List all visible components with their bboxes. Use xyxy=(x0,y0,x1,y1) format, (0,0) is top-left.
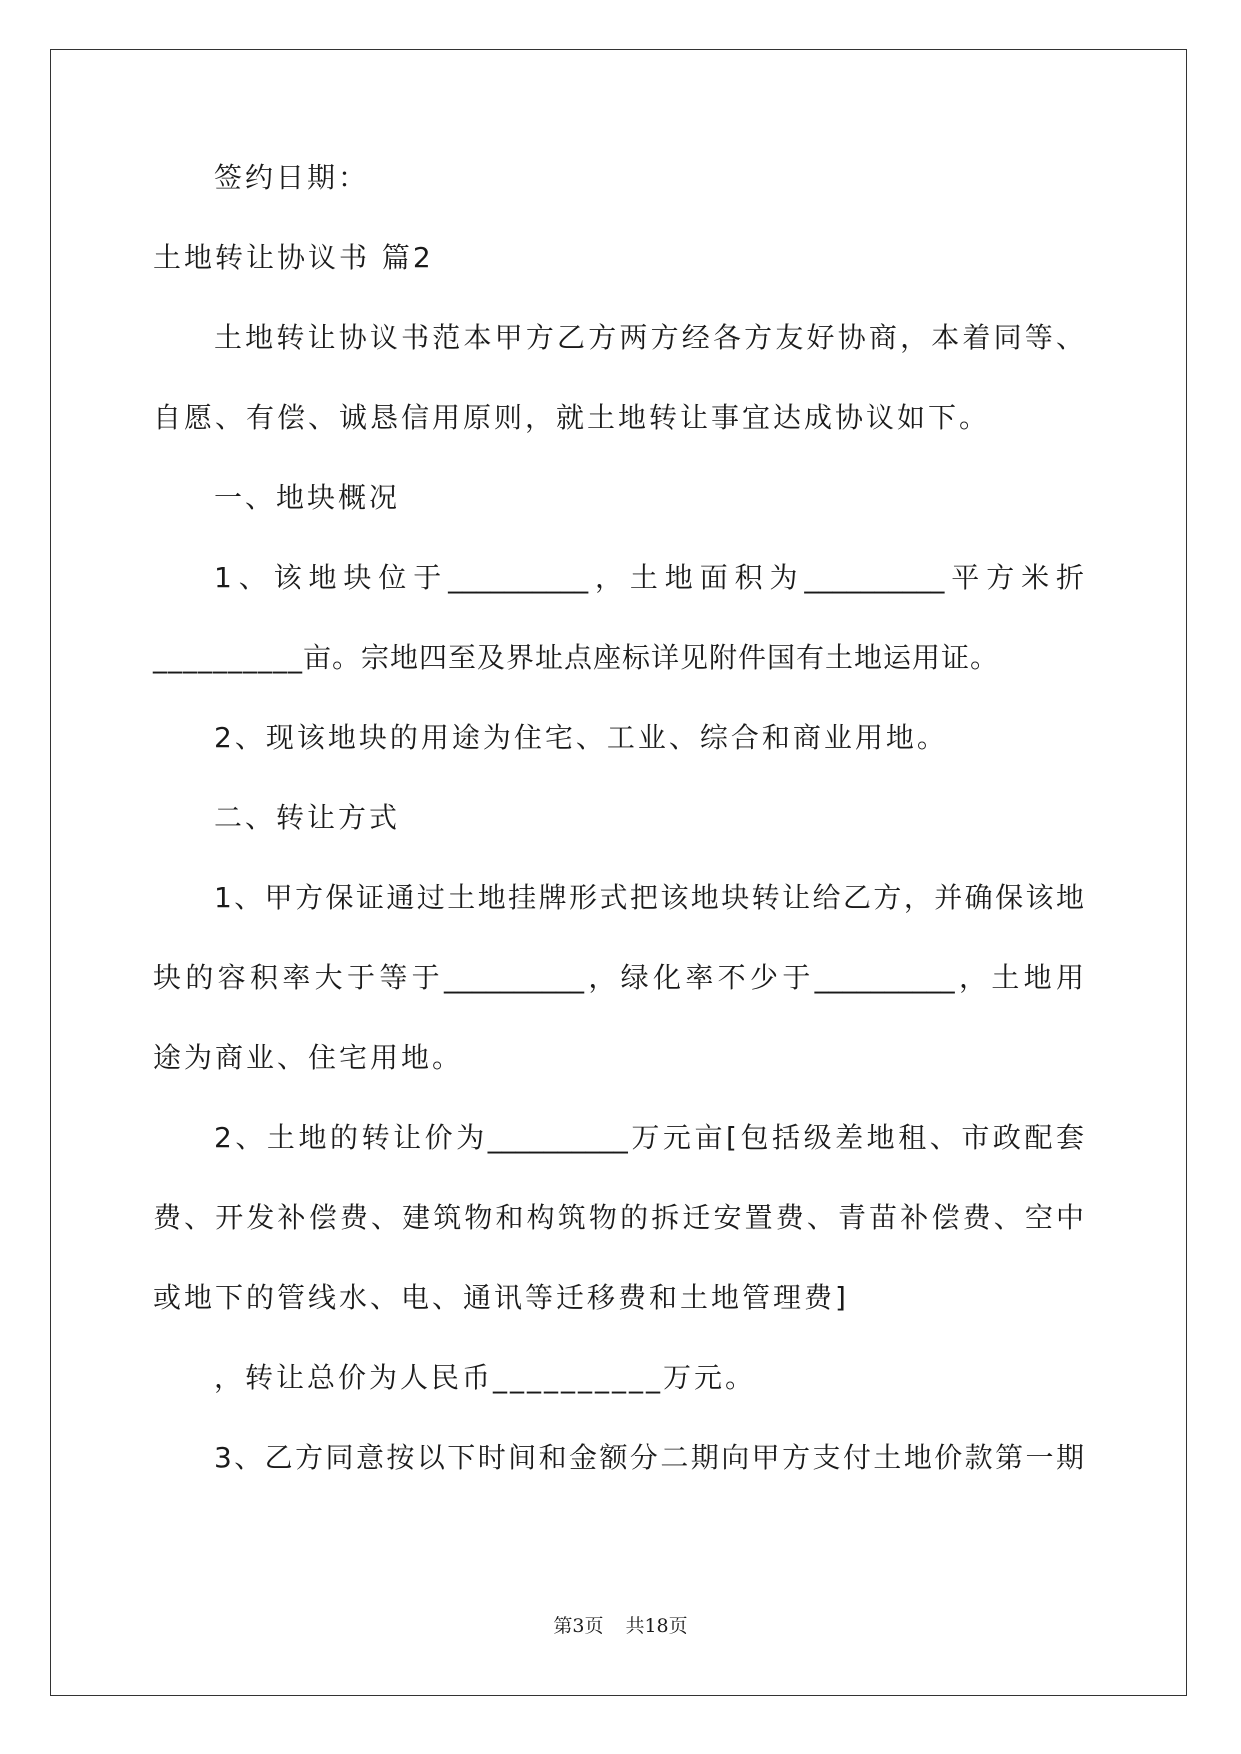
page-number: 第3页 xyxy=(553,1615,604,1637)
heading-transfer-method: 二、转让方式 xyxy=(214,801,401,834)
heading-parcel-overview: 一、地块概况 xyxy=(214,481,401,514)
page-footer xyxy=(0,1614,1241,1638)
paragraph-line: ，转让总价为人民币__________万元。 xyxy=(214,1361,757,1394)
paragraph-line: 2、现该地块的用途为住宅、工业、综合和商业用地。 xyxy=(214,721,948,754)
paragraph-line: 3、乙方同意按以下时间和金额分二期向甲方支付土地价款第一期 xyxy=(214,1441,1084,1474)
paragraph-line: 块的容积率大于等于__________，绿化率不少于__________，土地用 xyxy=(153,961,1084,994)
paragraph-line: 或地下的管线水、电、通讯等迁移费和土地管理费] xyxy=(153,1281,849,1314)
paragraph-line: 自愿、有偿、诚恳信用原则，就土地转让事宜达成协议如下。 xyxy=(153,401,991,434)
paragraph-line: 1、甲方保证通过土地挂牌形式把该地块转让给乙方，并确保该地 xyxy=(214,881,1084,914)
sign-date-label: 签约日期： xyxy=(214,161,370,194)
paragraph-line: 2、土地的转让价为__________万元亩[包括级差地租、市政配套 xyxy=(214,1121,1084,1154)
page-total: 共18页 xyxy=(625,1615,688,1637)
paragraph-line: 途为商业、住宅用地。 xyxy=(153,1041,464,1074)
section-title: 土地转让协议书 篇2 xyxy=(153,241,434,274)
paragraph-line: 费、开发补偿费、建筑物和构筑物的拆迁安置费、青苗补偿费、空中 xyxy=(153,1201,1084,1234)
paragraph-line: 1、该地块位于__________，土地面积为__________平方米折 xyxy=(214,561,1084,594)
paragraph-line: __________亩。宗地四至及界址点座标详见附件国有土地运用证。 xyxy=(153,641,1000,674)
paragraph-line: 土地转让协议书范本甲方乙方两方经各方友好协商，本着同等、 xyxy=(214,321,1084,354)
